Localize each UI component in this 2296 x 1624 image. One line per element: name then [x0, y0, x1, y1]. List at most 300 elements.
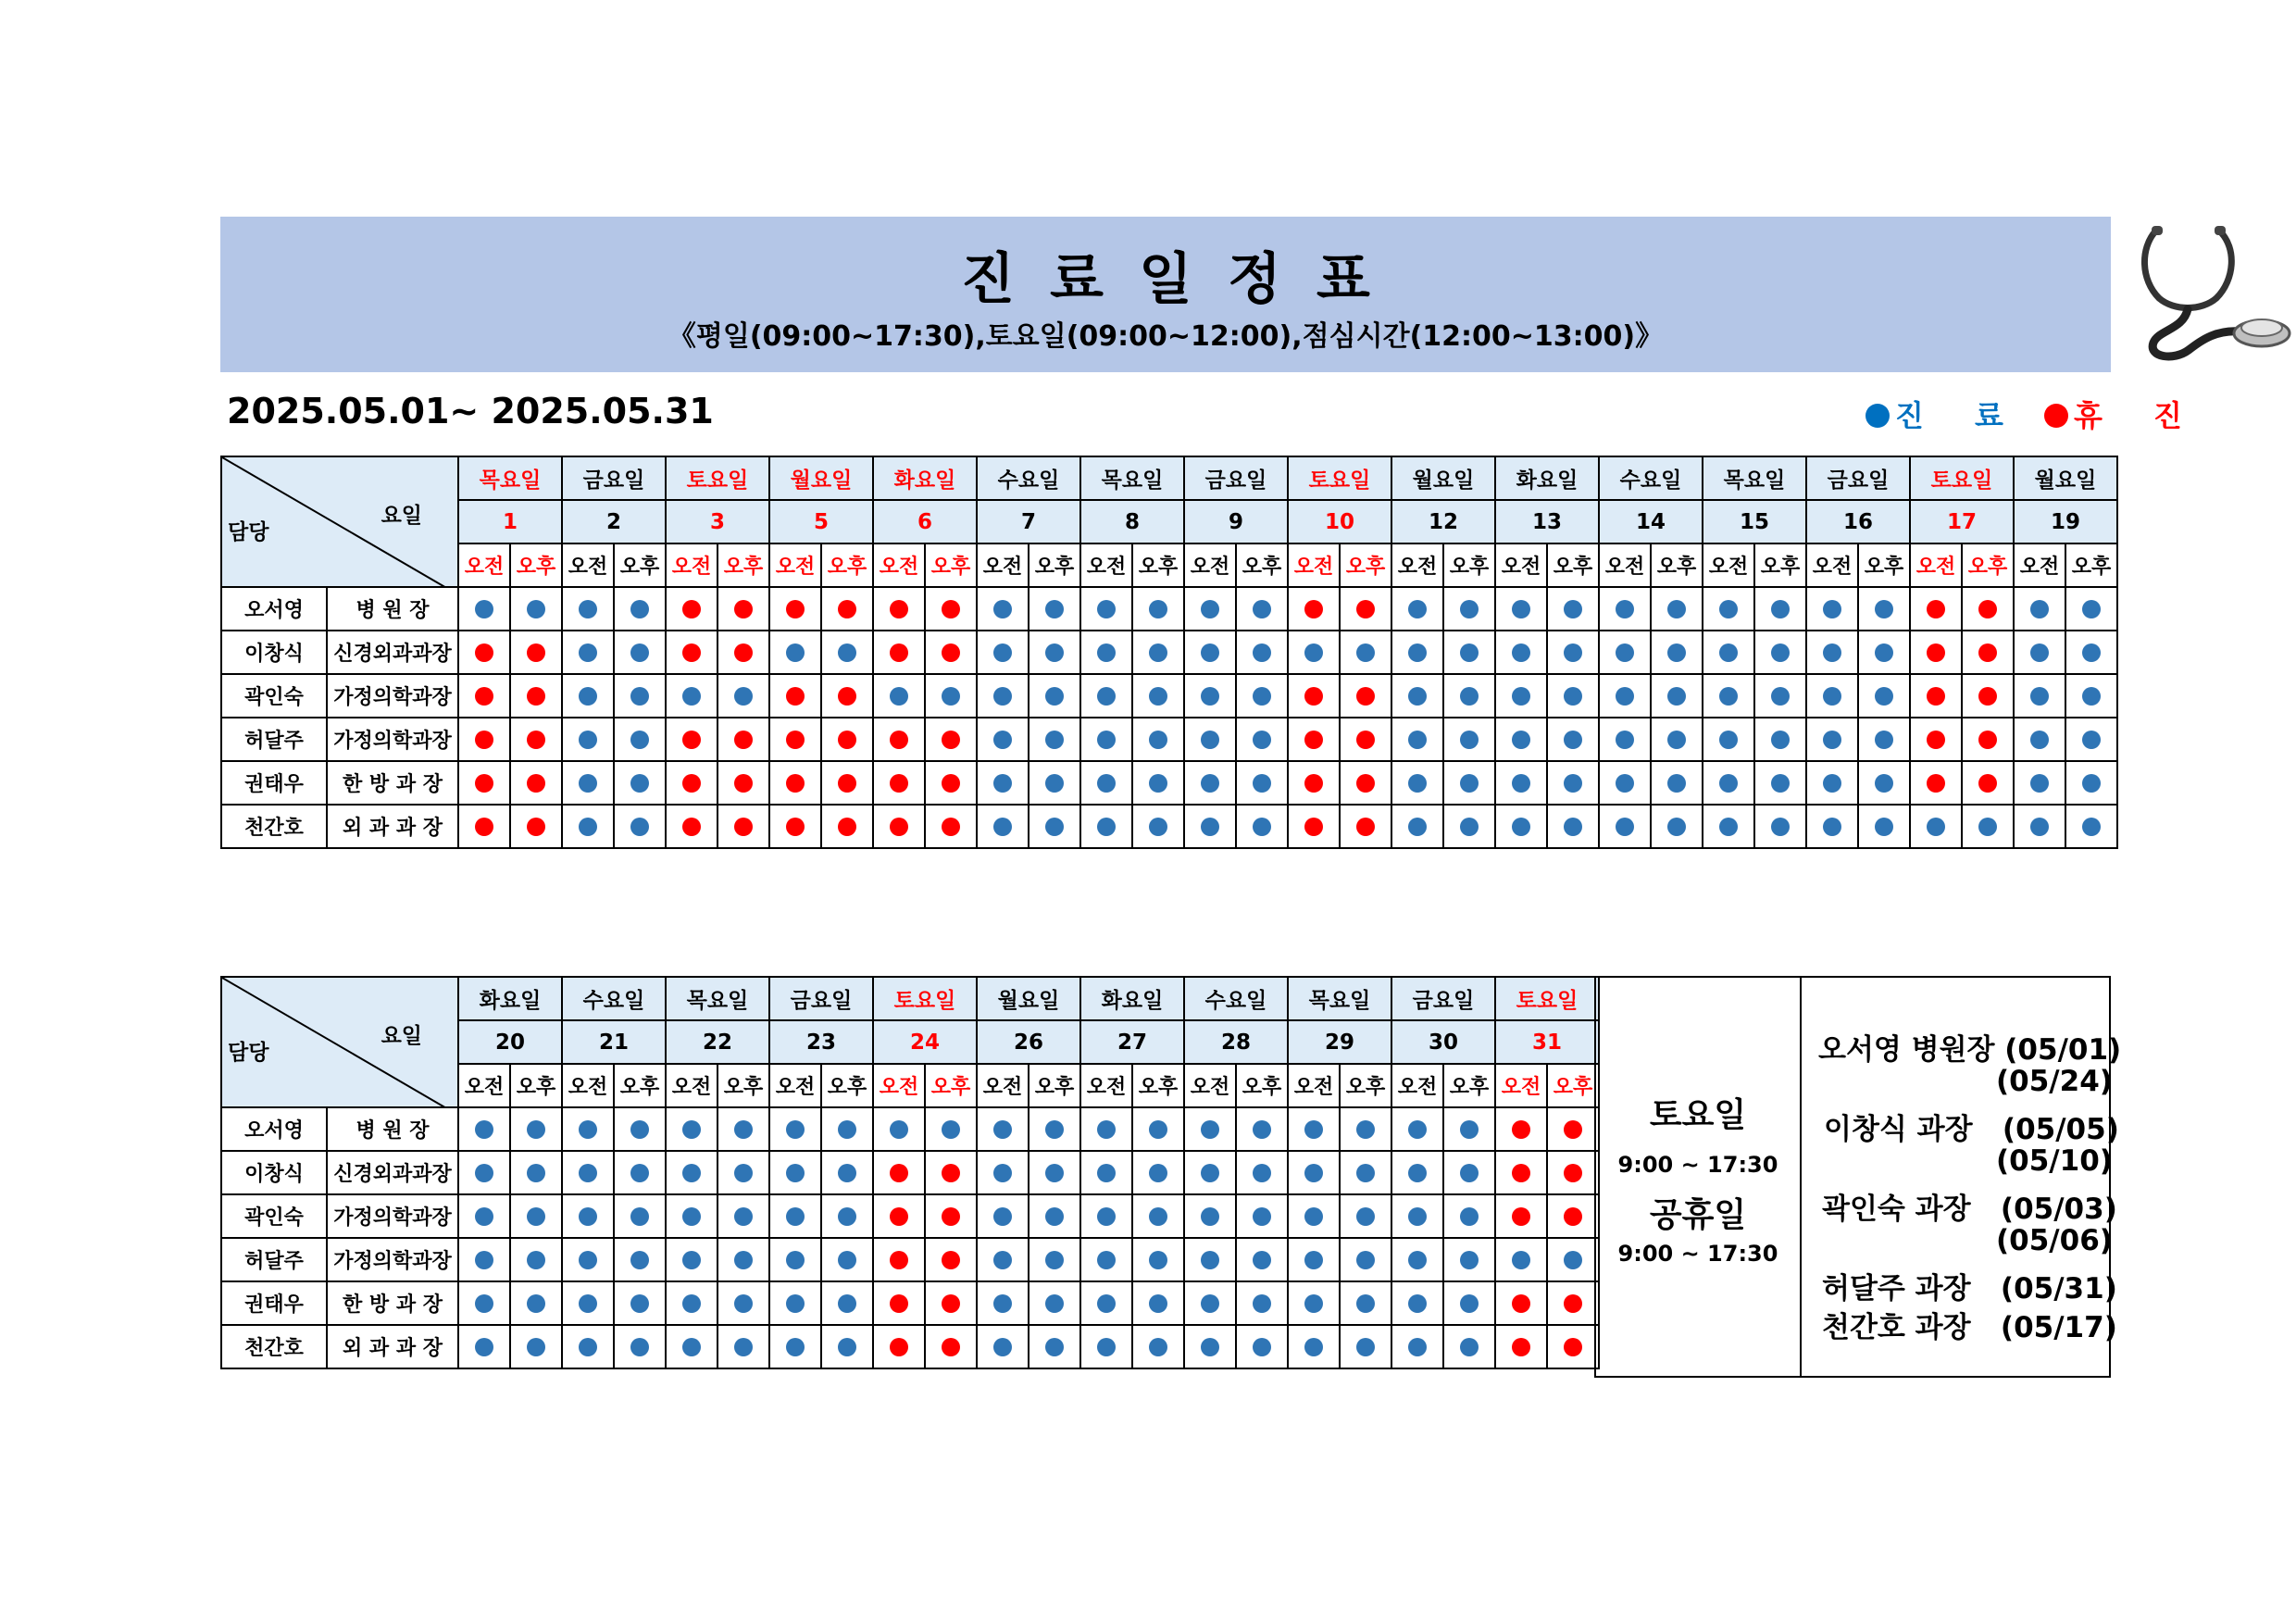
date-cell: 9 [1184, 500, 1288, 543]
status-cell [1443, 805, 1495, 848]
date-cell: 10 [1288, 500, 1391, 543]
status-cell [2014, 718, 2065, 761]
open-dot-icon [527, 1294, 545, 1313]
status-cell [1858, 631, 1910, 674]
open-dot-icon [1408, 1120, 1427, 1139]
open-dot-icon [1978, 818, 1997, 836]
open-dot-icon [1408, 1207, 1427, 1226]
status-cell [977, 674, 1029, 718]
closed-dot-icon [942, 600, 960, 618]
status-cell [510, 1281, 562, 1325]
open-dot-icon [1356, 1164, 1375, 1182]
status-cell [1651, 631, 1703, 674]
status-cell [1547, 1325, 1599, 1368]
closed-dot-icon [1564, 1338, 1582, 1356]
closed-dot-icon [890, 818, 908, 836]
status-cell [1288, 587, 1340, 631]
closed-dot-icon [1356, 687, 1375, 706]
open-dot-icon [1097, 687, 1116, 706]
status-cell [458, 631, 510, 674]
status-cell [510, 1325, 562, 1368]
open-dot-icon [1771, 687, 1790, 706]
status-cell [1651, 587, 1703, 631]
status-cell [1029, 805, 1080, 848]
status-cell [1910, 631, 1962, 674]
open-dot-icon [1927, 818, 1945, 836]
open-dot-icon [579, 600, 597, 618]
status-cell [1288, 1194, 1340, 1238]
status-cell [718, 587, 769, 631]
status-cell [1080, 761, 1132, 805]
status-cell [1288, 1107, 1340, 1151]
closed-dot-icon [942, 731, 960, 749]
closed-dot-icon [1304, 774, 1323, 793]
weekday-cell: 수요일 [1599, 456, 1703, 500]
status-cell [1184, 674, 1236, 718]
open-dot-icon [1304, 643, 1323, 662]
status-cell [614, 1281, 666, 1325]
status-cell [1962, 718, 2014, 761]
status-cell [977, 587, 1029, 631]
status-cell [1495, 631, 1547, 674]
weekday-cell: 목요일 [1288, 977, 1391, 1020]
status-cell [1340, 1107, 1391, 1151]
closed-dot-icon [838, 687, 856, 706]
closed-dot-icon [2044, 404, 2068, 428]
status-cell [873, 718, 925, 761]
saturday-hours: 9:00 ~ 17:30 [1617, 1152, 1778, 1178]
status-cell [1132, 718, 1184, 761]
open-dot-icon [1771, 731, 1790, 749]
date-cell: 16 [1806, 500, 1910, 543]
status-cell [1651, 805, 1703, 848]
status-cell [2065, 674, 2117, 718]
status-cell [1391, 1151, 1443, 1194]
status-cell [1184, 1325, 1236, 1368]
status-cell [1806, 761, 1858, 805]
date-row [221, 500, 2117, 543]
schedule-period: 2025.05.01~ 2025.05.31 [227, 391, 714, 431]
date-cell: 30 [1391, 1020, 1495, 1064]
open-dot-icon [1149, 1338, 1167, 1356]
closed-dot-icon [890, 1294, 908, 1313]
status-cell [1443, 587, 1495, 631]
closed-dot-icon [734, 774, 753, 793]
closed-dot-icon [1356, 731, 1375, 749]
open-dot-icon [630, 1338, 649, 1356]
open-dot-icon [1512, 731, 1530, 749]
date-cell: 2 [562, 500, 666, 543]
weekday-cell: 토요일 [666, 456, 769, 500]
status-cell [1547, 1194, 1599, 1238]
status-cell [458, 1238, 510, 1281]
doctor-role: 병 원 장 [327, 1107, 458, 1151]
status-cell [1962, 631, 2014, 674]
closed-dot-icon [1978, 687, 1997, 706]
open-dot-icon [993, 818, 1012, 836]
open-dot-icon [1823, 687, 1841, 706]
pm-cell: 오후 [1029, 543, 1080, 587]
schedule-table-2 [220, 976, 1600, 1369]
status-cell [1391, 1194, 1443, 1238]
open-dot-icon [1719, 687, 1738, 706]
status-cell [562, 1194, 614, 1238]
open-dot-icon [1149, 1251, 1167, 1269]
doctor-row [221, 718, 2117, 761]
hours-box [1594, 976, 1802, 1378]
am-cell: 오전 [1910, 543, 1962, 587]
open-dot-icon [1356, 1251, 1375, 1269]
status-cell [769, 805, 821, 848]
open-dot-icon [682, 1251, 701, 1269]
open-dot-icon [1149, 1120, 1167, 1139]
status-cell [873, 674, 925, 718]
weekday-cell: 화요일 [873, 456, 977, 500]
status-cell [614, 1194, 666, 1238]
weekday-cell: 금요일 [1806, 456, 1910, 500]
pm-cell: 오후 [510, 543, 562, 587]
status-cell [1288, 1151, 1340, 1194]
open-dot-icon [630, 774, 649, 793]
am-cell: 오전 [1495, 543, 1547, 587]
pm-cell: 오후 [1340, 1064, 1391, 1107]
status-cell [977, 1107, 1029, 1151]
open-dot-icon [1512, 643, 1530, 662]
pm-cell: 오후 [1236, 543, 1288, 587]
open-dot-icon [579, 1164, 597, 1182]
open-dot-icon [1304, 1294, 1323, 1313]
status-cell [1288, 805, 1340, 848]
open-dot-icon [2030, 643, 2049, 662]
status-cell [718, 1325, 769, 1368]
closed-dot-icon [890, 1164, 908, 1182]
closed-dot-icon [890, 1338, 908, 1356]
status-cell [1599, 631, 1651, 674]
open-dot-icon [1097, 1338, 1116, 1356]
closed-dot-icon [475, 687, 493, 706]
closed-dot-icon [838, 818, 856, 836]
status-cell [1651, 761, 1703, 805]
doctor-role: 한 방 과 장 [327, 1281, 458, 1325]
status-cell [1754, 587, 1806, 631]
status-cell [1443, 1238, 1495, 1281]
open-dot-icon [1304, 1164, 1323, 1182]
status-cell [1495, 1325, 1547, 1368]
status-cell [821, 761, 873, 805]
doctor-row [221, 587, 2117, 631]
status-cell [1806, 718, 1858, 761]
pm-cell: 오후 [1547, 1064, 1599, 1107]
status-cell [1495, 587, 1547, 631]
open-dot-icon [1045, 1164, 1064, 1182]
open-dot-icon [1616, 818, 1634, 836]
status-cell [977, 1325, 1029, 1368]
pm-cell: 오후 [1754, 543, 1806, 587]
open-dot-icon [1460, 818, 1479, 836]
status-cell [614, 718, 666, 761]
doctor-row [221, 674, 2117, 718]
status-cell [873, 1151, 925, 1194]
doctor-role: 가정의학과장 [327, 1238, 458, 1281]
status-cell [718, 1281, 769, 1325]
open-dot-icon [1097, 1164, 1116, 1182]
status-cell [1754, 805, 1806, 848]
closed-dot-icon [786, 818, 805, 836]
doctor-row [221, 631, 2117, 674]
pm-cell: 오후 [1236, 1064, 1288, 1107]
status-cell [1599, 805, 1651, 848]
am-cell: 오전 [666, 1064, 718, 1107]
status-cell [666, 1107, 718, 1151]
status-cell [1080, 1325, 1132, 1368]
pm-cell: 오후 [1029, 1064, 1080, 1107]
open-dot-icon [1771, 774, 1790, 793]
date-cell: 17 [1910, 500, 2014, 543]
pm-cell: 오후 [510, 1064, 562, 1107]
holiday-date: (05/10) [1996, 1144, 2113, 1178]
open-dot-icon [993, 1251, 1012, 1269]
open-dot-icon [1201, 731, 1219, 749]
open-dot-icon [1253, 1338, 1271, 1356]
open-dot-icon [1564, 600, 1582, 618]
open-dot-icon [1253, 1164, 1271, 1182]
status-cell [873, 1281, 925, 1325]
status-cell [510, 1107, 562, 1151]
status-cell [1858, 761, 1910, 805]
status-cell [1184, 1238, 1236, 1281]
open-dot-icon [1719, 643, 1738, 662]
closed-dot-icon [1564, 1164, 1582, 1182]
status-cell [1029, 718, 1080, 761]
open-dot-icon [1719, 818, 1738, 836]
status-cell [2014, 805, 2065, 848]
status-cell [666, 587, 718, 631]
open-dot-icon [682, 687, 701, 706]
date-cell: 28 [1184, 1020, 1288, 1064]
open-dot-icon [1771, 600, 1790, 618]
open-dot-icon [734, 687, 753, 706]
status-cell [925, 1194, 977, 1238]
open-dot-icon [1719, 774, 1738, 793]
date-cell: 31 [1495, 1020, 1599, 1064]
open-dot-icon [1460, 687, 1479, 706]
status-cell [873, 1238, 925, 1281]
open-dot-icon [579, 1294, 597, 1313]
date-cell: 6 [873, 500, 977, 543]
date-cell: 21 [562, 1020, 666, 1064]
status-cell [1132, 587, 1184, 631]
status-cell [1910, 718, 1962, 761]
open-dot-icon [1408, 1164, 1427, 1182]
status-cell [1858, 805, 1910, 848]
open-dot-icon [1667, 600, 1686, 618]
status-cell [977, 1194, 1029, 1238]
status-cell [1184, 1281, 1236, 1325]
status-cell [925, 674, 977, 718]
page-subtitle: 《평일(09:00~17:30),토요일(09:00~12:00),점심시간(12:00~13:00)》 [668, 320, 1664, 353]
closed-dot-icon [527, 818, 545, 836]
status-cell [1754, 674, 1806, 718]
status-cell [1806, 674, 1858, 718]
date-cell: 7 [977, 500, 1080, 543]
pm-cell: 오후 [821, 543, 873, 587]
corner-staff-label: 담당 [228, 1041, 269, 1065]
open-dot-icon [1045, 687, 1064, 706]
date-cell: 23 [769, 1020, 873, 1064]
status-cell [1236, 805, 1288, 848]
closed-dot-icon [890, 1251, 908, 1269]
status-cell [458, 587, 510, 631]
status-cell [1236, 587, 1288, 631]
open-dot-icon [993, 774, 1012, 793]
open-dot-icon [1356, 643, 1375, 662]
open-dot-icon [734, 1120, 753, 1139]
status-cell [666, 1325, 718, 1368]
open-dot-icon [2030, 600, 2049, 618]
status-cell [1910, 761, 1962, 805]
pm-cell: 오후 [614, 1064, 666, 1107]
open-dot-icon [475, 1251, 493, 1269]
date-cell: 26 [977, 1020, 1080, 1064]
open-dot-icon [942, 687, 960, 706]
closed-dot-icon [942, 643, 960, 662]
am-cell: 오전 [1288, 543, 1340, 587]
status-cell [1754, 631, 1806, 674]
status-cell [1703, 631, 1754, 674]
pm-cell: 오후 [1340, 543, 1391, 587]
closed-dot-icon [734, 643, 753, 662]
open-dot-icon [1460, 643, 1479, 662]
open-dot-icon [1304, 1120, 1323, 1139]
status-cell [614, 805, 666, 848]
open-dot-icon [1460, 1207, 1479, 1226]
am-cell: 오전 [1184, 543, 1236, 587]
status-cell [1132, 1107, 1184, 1151]
closed-dot-icon [1304, 600, 1323, 618]
closed-dot-icon [682, 731, 701, 749]
status-cell [769, 1325, 821, 1368]
status-cell [769, 1281, 821, 1325]
weekday-cell: 화요일 [458, 977, 562, 1020]
closed-dot-icon [942, 1338, 960, 1356]
open-dot-icon [1866, 404, 1890, 428]
closed-dot-icon [1927, 687, 1945, 706]
weekday-cell: 토요일 [873, 977, 977, 1020]
open-dot-icon [993, 643, 1012, 662]
closed-dot-icon [734, 818, 753, 836]
status-cell [1858, 718, 1910, 761]
closed-dot-icon [1927, 600, 1945, 618]
closed-dot-icon [890, 731, 908, 749]
status-cell [1132, 674, 1184, 718]
status-cell [666, 1238, 718, 1281]
status-cell [769, 1194, 821, 1238]
weekday-cell: 목요일 [1703, 456, 1806, 500]
status-cell [925, 1238, 977, 1281]
open-dot-icon [1201, 600, 1219, 618]
closed-dot-icon [1978, 731, 1997, 749]
closed-dot-icon [890, 1207, 908, 1226]
status-cell [1029, 1281, 1080, 1325]
status-cell [1132, 761, 1184, 805]
status-cell [458, 1325, 510, 1368]
status-cell [718, 1238, 769, 1281]
stethoscope-icon [2128, 220, 2294, 367]
status-cell [562, 718, 614, 761]
status-cell [562, 587, 614, 631]
closed-dot-icon [527, 687, 545, 706]
date-cell: 20 [458, 1020, 562, 1064]
am-cell: 오전 [977, 1064, 1029, 1107]
open-dot-icon [993, 687, 1012, 706]
status-cell [458, 718, 510, 761]
status-cell [2065, 761, 2117, 805]
status-cell [1547, 587, 1599, 631]
status-cell [1495, 1194, 1547, 1238]
open-dot-icon [1512, 687, 1530, 706]
status-cell [1547, 761, 1599, 805]
open-dot-icon [786, 1164, 805, 1182]
status-cell [977, 1151, 1029, 1194]
status-cell [977, 761, 1029, 805]
doctor-name: 이창식 [221, 1151, 327, 1194]
open-dot-icon [1253, 687, 1271, 706]
status-cell [1391, 1325, 1443, 1368]
holiday-name: 천간호 과장 [1822, 1311, 1971, 1344]
open-dot-icon [786, 1120, 805, 1139]
open-dot-icon [1460, 1251, 1479, 1269]
status-cell [510, 761, 562, 805]
open-dot-icon [1460, 1120, 1479, 1139]
open-dot-icon [1667, 818, 1686, 836]
status-cell [1132, 1238, 1184, 1281]
weekday-cell: 금요일 [1184, 456, 1288, 500]
status-cell [1703, 805, 1754, 848]
status-cell [1754, 761, 1806, 805]
open-dot-icon [1097, 1294, 1116, 1313]
pm-cell: 오후 [614, 543, 666, 587]
status-cell [2065, 805, 2117, 848]
closed-dot-icon [786, 687, 805, 706]
header-corner [221, 456, 458, 587]
pm-cell: 오후 [1651, 543, 1703, 587]
status-cell [2014, 631, 2065, 674]
open-dot-icon [993, 1164, 1012, 1182]
am-cell: 오전 [977, 543, 1029, 587]
am-cell: 오전 [562, 1064, 614, 1107]
status-cell [2014, 761, 2065, 805]
open-dot-icon [1460, 1294, 1479, 1313]
status-cell [510, 805, 562, 848]
doctor-row [221, 1151, 1599, 1194]
status-cell [1599, 674, 1651, 718]
status-cell [718, 718, 769, 761]
holiday-date: (05/06) [1996, 1224, 2113, 1257]
closed-dot-icon [475, 818, 493, 836]
open-dot-icon [1149, 1294, 1167, 1313]
open-dot-icon [1045, 1338, 1064, 1356]
open-dot-icon [1564, 687, 1582, 706]
am-cell: 오전 [1599, 543, 1651, 587]
open-dot-icon [1304, 1338, 1323, 1356]
status-cell [1236, 1194, 1288, 1238]
status-cell [562, 805, 614, 848]
doctor-name: 곽인숙 [221, 1194, 327, 1238]
status-cell [1806, 631, 1858, 674]
open-dot-icon [527, 1164, 545, 1182]
status-cell [1340, 761, 1391, 805]
status-cell [666, 761, 718, 805]
